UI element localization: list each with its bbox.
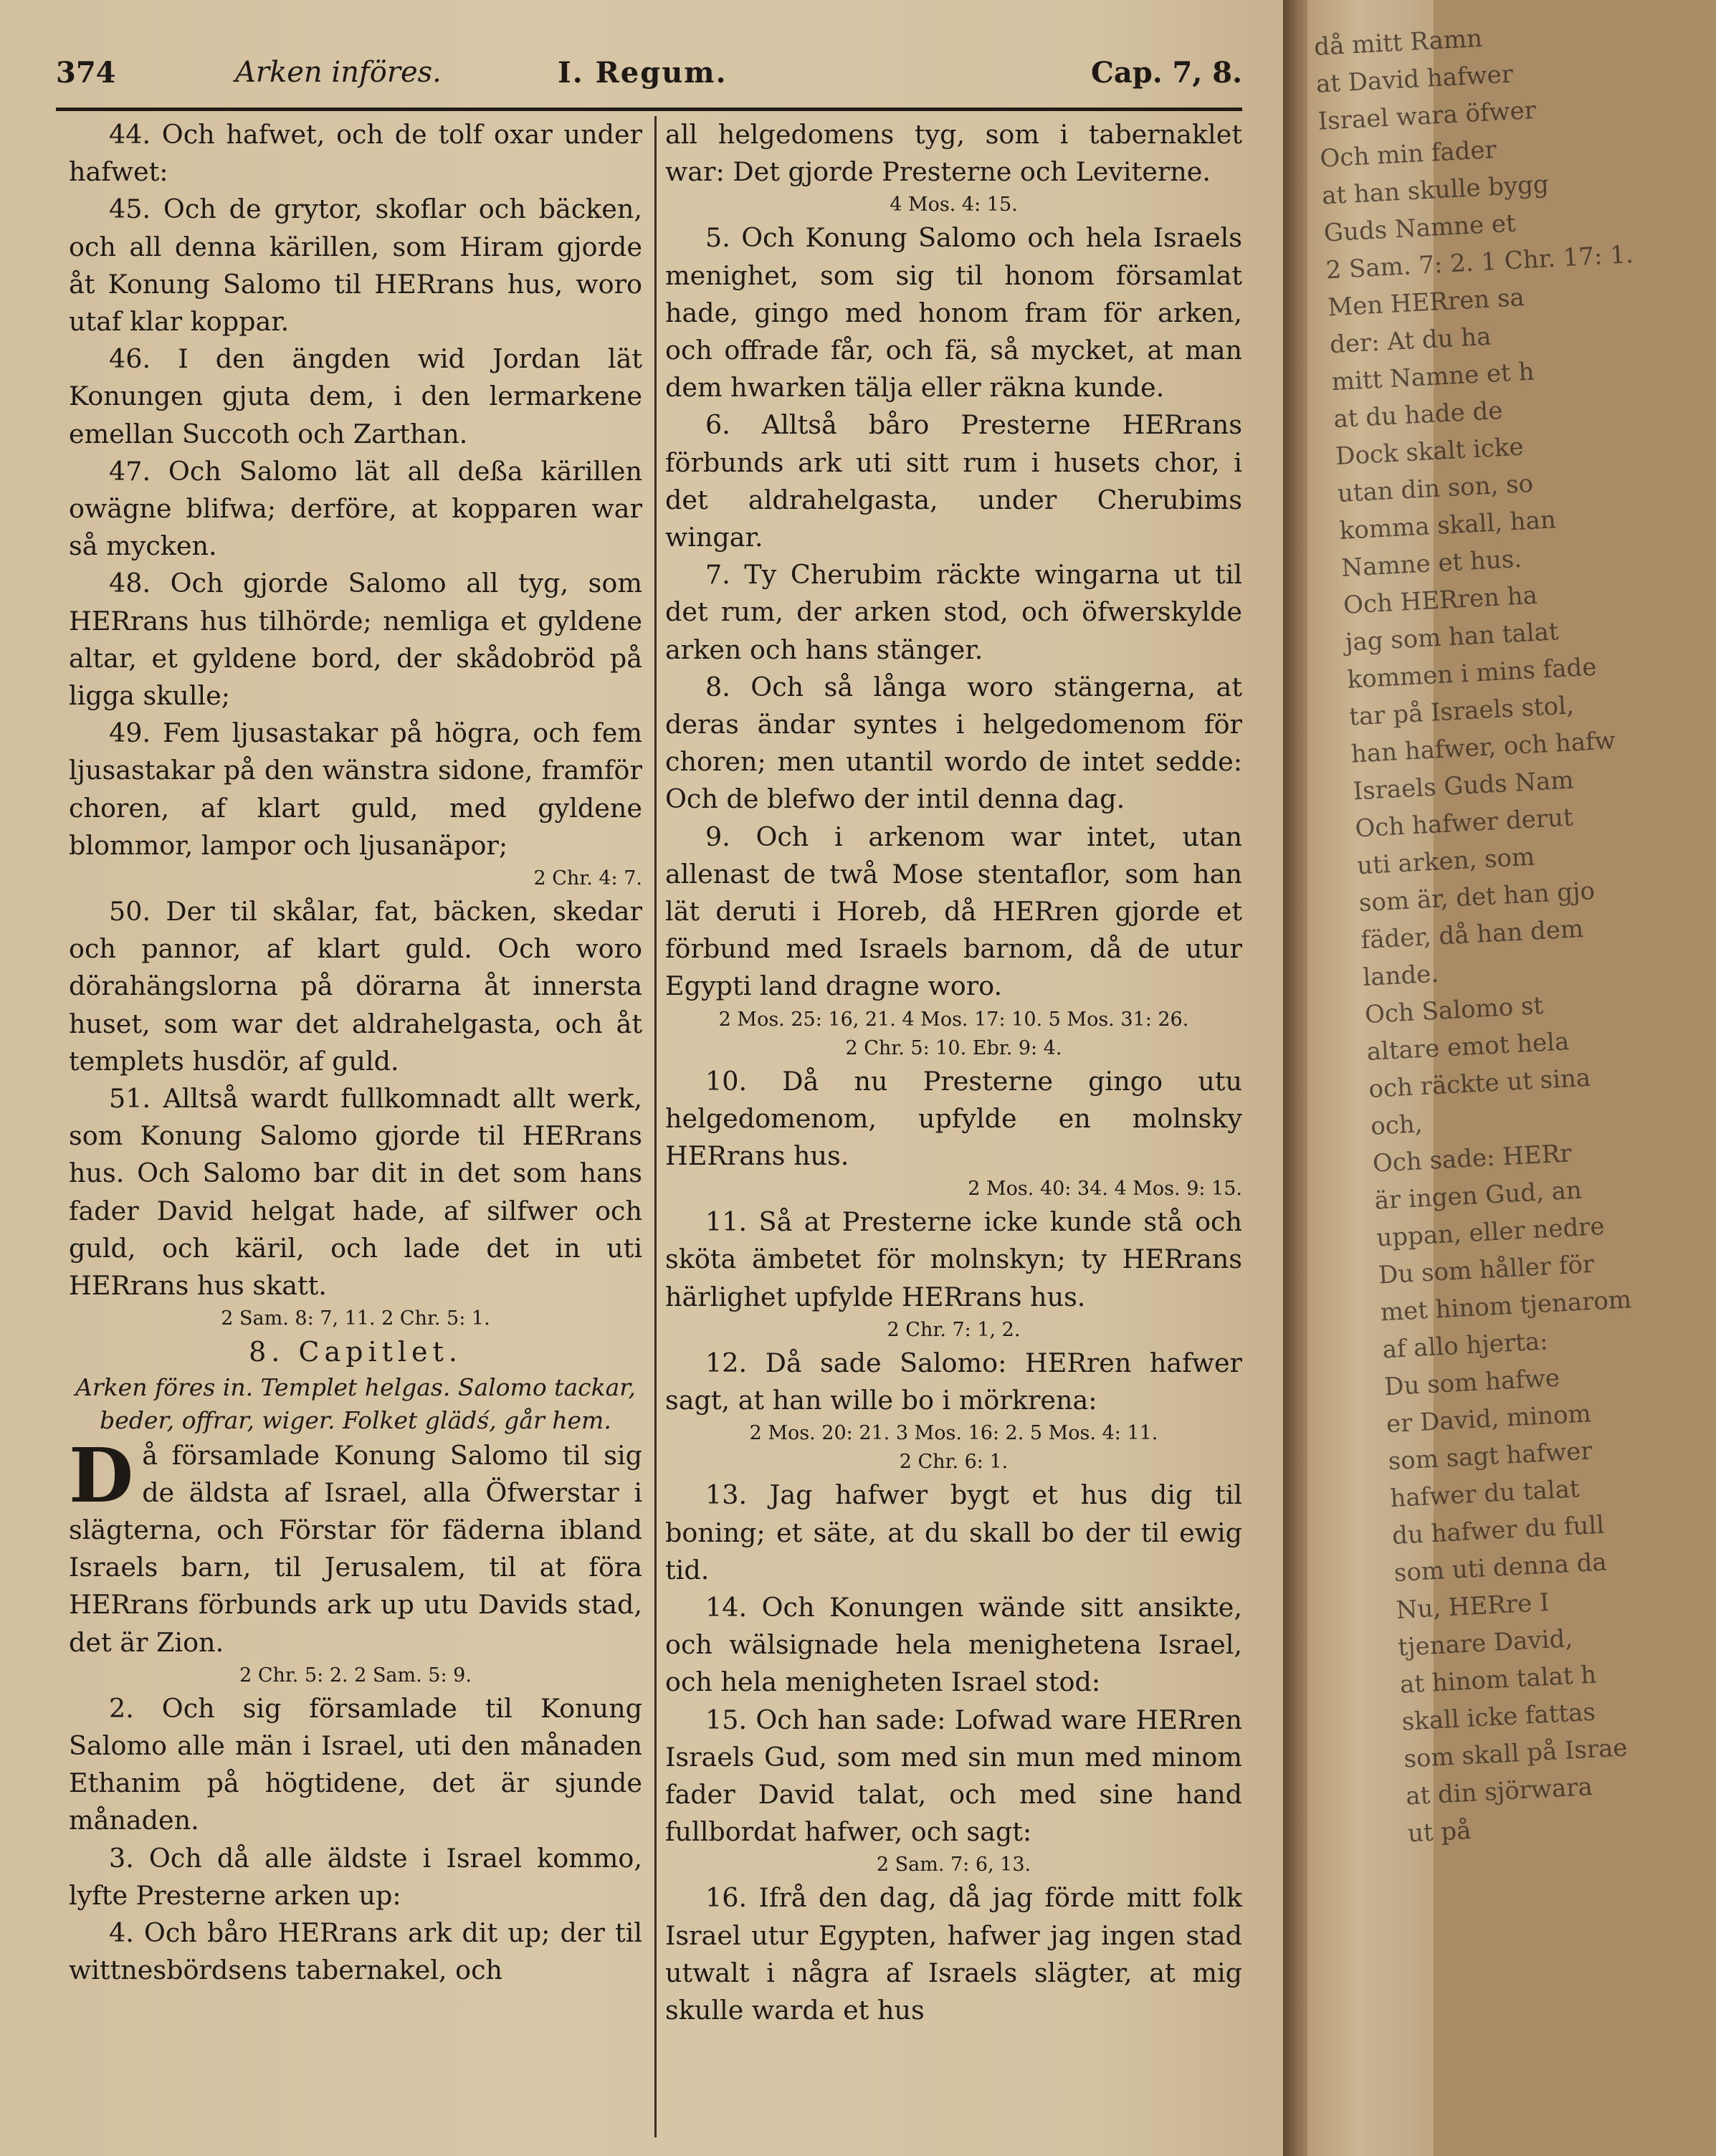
opening-text: å församlade Konung Salomo til sig de äldsta af Israel, alla Öfwerstar i slägterna, och Förstar för fäderna ibland Israels barn, til Jerusalem, til at föra HERrans förbunds ark up utu Davids stad, det är Zion. <box>69 1439 642 1658</box>
facing-line: tjenare David, <box>1397 1624 1573 1662</box>
chapter-heading: 8. Capitlet. <box>249 1336 462 1368</box>
verse: 47. Och Salomo lät all deßa kärillen owägne blifwa; derföre, at kopparen war så mycken. <box>69 455 642 562</box>
facing-line: som sagt hafwer <box>1387 1436 1593 1477</box>
facing-line: der: At du ha <box>1329 322 1492 360</box>
verse: 6. Alltså båro Presterne HERrans förbunds ark uti sitt rum i husets chor, i det aldrahelgasta, under Cherubims wingar. <box>665 409 1242 553</box>
verse: 8. Och så långa woro stängerna, at deras ändar syntes i helgedomenom för choren; men utantil wordo de intet sedde: Och de blefwo der intil denna dag. <box>665 671 1242 815</box>
verse: 5. Och Konung Salomo och hela Israels menighet, som sig til honom församlat hade, gingo med honom fram för arken, och offrade får, och fä, så mycket, at man dem hwarken tälja eller räkna kunde. <box>665 222 1242 404</box>
verse: 12. Då sade Salomo: HERren hafwer sagt, at han wille bo i mörkrena: <box>665 1347 1242 1416</box>
cross-reference: 2 Sam. 7: 6, 13. <box>876 1854 1031 1876</box>
facing-line: Namne et hus. <box>1340 544 1522 583</box>
facing-line: at din sjörwara <box>1405 1772 1593 1811</box>
chapter-summary: Arken föres in. Templet helgas. Salomo tackar, beder, offrar, wiger. Folket glädś, går hem. <box>75 1373 636 1434</box>
facing-line: Och HERren ha <box>1343 581 1538 620</box>
facing-line: är ingen Gud, an <box>1373 1175 1583 1216</box>
facing-page <box>1307 0 1634 2156</box>
verse: 2. Och sig församlade til Konung Salomo alle män i Israel, uti den månaden Ethanim på högtidene, det är sjunde månaden. <box>69 1692 642 1836</box>
verse: 10. Då nu Presterne gingo utu helgedomenom, upfylde en molnsky HERrans hus. <box>665 1065 1242 1172</box>
facing-line: som uti denna da <box>1393 1547 1608 1588</box>
right-column <box>665 116 1242 2137</box>
facing-line: och räckte ut sina <box>1368 1063 1592 1104</box>
verse: 11. Så at Presterne icke kunde stå och sköta ämbetet för molnskyn; ty HERrans härlighet upfylde HERrans hus. <box>665 1206 1242 1312</box>
running-title: Arken införes. <box>235 56 442 89</box>
facing-line: 2 Sam. 7: 2. 1 Chr. 17: 1. <box>1325 240 1634 285</box>
facing-line: han hafwer, och hafw <box>1350 726 1616 769</box>
facing-line: hafwer du talat <box>1389 1474 1581 1514</box>
verse: 48. Och gjorde Salomo all tyg, som HERrans hus tilhörde; nemliga et gyldene altar, et gyldene bord, der skådobröd på ligga skulle; <box>69 568 642 712</box>
verse: 16. Ifrå den dag, då jag förde mitt folk Israel utur Egypten, hafwer jag ingen stad utwalt i några af Israels slägter, at mig skulle warda et hus <box>665 1882 1242 2026</box>
verse: 45. Och de grytor, skoflar och bäcken, och all denna kärillen, som Hiram gjorde åt Konung Salomo til HERrans hus, woro utaf klar koppar. <box>69 194 642 338</box>
book-title: I. Regum. <box>558 56 728 90</box>
verse: 14. Och Konungen wände sitt ansikte, och wälsignade hela menighetena Israel, och hela menigheten Israel stod: <box>665 1591 1242 1698</box>
cross-reference: 2 Mos. 20: 21. 3 Mos. 16: 2. 5 Mos. 4: 11. <box>749 1422 1158 1445</box>
facing-line: Men HERren sa <box>1327 283 1525 323</box>
chapter-reference: Cap. 7, 8. <box>1090 56 1242 90</box>
facing-line: komma skall, han <box>1338 505 1557 546</box>
facing-line: utan din son, so <box>1336 469 1534 509</box>
facing-line: Guds Namne et <box>1322 209 1517 248</box>
cross-reference: 2 Chr. 4: 7. <box>533 867 642 890</box>
facing-line: at hinom talat h <box>1399 1660 1598 1699</box>
facing-line: jag som han talat <box>1344 617 1560 657</box>
facing-line: kommen i mins fade <box>1346 652 1598 695</box>
page-number: 374 <box>56 56 116 90</box>
facing-line: Och min fader <box>1319 135 1497 173</box>
facing-line: Och hafwer derut <box>1354 803 1574 844</box>
facing-line: af allo hjerta: <box>1381 1327 1549 1365</box>
verse: 15. Och han sade: Lofwad ware HERren Israels Gud, som med sin mun med minom fader David talat, och med sine hand fullbordat hafwer, och sagt: <box>665 1704 1242 1848</box>
facing-line: Nu, HERre I <box>1395 1588 1550 1625</box>
facing-line: Dock skalt icke <box>1335 432 1525 472</box>
verse: 50. Der til skålar, fat, bäcken, skedar och pannor, af klart guld. Och woro dörahängslorna på dörarna åt innersta huset, som war det aldrahelgasta, och åt templets husdör, af guld. <box>69 896 642 1077</box>
drop-cap: D <box>69 1431 134 1520</box>
facing-line: och, <box>1370 1110 1424 1141</box>
facing-line: met hinom tjenarom <box>1379 1285 1632 1327</box>
header-rule <box>56 108 1242 111</box>
cross-reference: 2 Mos. 25: 16, 21. 4 Mos. 17: 10. 5 Mos. 31: 26. <box>718 1008 1189 1031</box>
verse: 7. Ty Cherubim räckte wingarna ut til det rum, der arken stod, och öfwerskylde arken och hans stänger. <box>665 559 1242 665</box>
facing-line: Israels Guds Nam <box>1352 765 1575 806</box>
book-gutter <box>1283 0 1307 2156</box>
facing-line: fäder, då han dem <box>1360 915 1585 955</box>
opening-verse <box>69 1431 642 1661</box>
verse: 44. Och hafwet, och de tolf oxar under hafwet: <box>69 119 642 188</box>
facing-line: er David, minom <box>1386 1399 1592 1439</box>
facing-line: lande. <box>1362 959 1440 993</box>
verse: all helgedomens tyg, som i tabernaklet war: Det gjorde Presterne och Leviterne. <box>665 119 1242 188</box>
facing-line: uppan, eller nedre <box>1376 1212 1606 1253</box>
facing-line: Du som håller för <box>1378 1249 1596 1290</box>
running-header <box>56 56 1242 106</box>
facing-line: som skall på Israe <box>1403 1733 1629 1774</box>
column-divider <box>654 116 657 2137</box>
verse: 4. Och båro HERrans ark dit up; der til wittnesbördsens tabernakel, och <box>69 1917 642 1986</box>
cross-reference: 4 Mos. 4: 15. <box>890 194 1018 216</box>
cross-reference: 2 Mos. 40: 34. 4 Mos. 9: 15. <box>968 1178 1242 1201</box>
facing-line: Och Salomo st <box>1364 991 1544 1030</box>
facing-line: du hafwer du full <box>1391 1510 1606 1551</box>
facing-page-text <box>1313 22 1634 1852</box>
verse: 3. Och då alle äldste i Israel kommo, lyfte Presterne arken up: <box>69 1842 642 1911</box>
verse: 46. I den ängden wid Jordan lät Konungen gjuta dem, i den lermarkene emellan Succoth och Zarthan. <box>69 343 642 449</box>
facing-line: altare emot hela <box>1365 1027 1570 1067</box>
facing-line: mitt Namne et h <box>1330 357 1535 397</box>
facing-line: Och sade: HERr <box>1371 1139 1573 1178</box>
verse: 51. Alltså wardt fullkomnadt allt werk, som Konung Salomo gjorde til HERrans hus. Och Salomo bar dit in det som hans fader David helgat hade, af silfwer och guld, och käril, och lade det in uti HERrans hus skatt. <box>69 1083 642 1302</box>
left-column <box>69 116 642 2137</box>
cross-reference: 2 Sam. 8: 7, 11. 2 Chr. 5: 1. <box>221 1307 490 1330</box>
facing-line: at han skulle bygg <box>1321 170 1550 211</box>
verse: 9. Och i arkenom war intet, utan allenast de twå Mose stentaflor, som han lät deruti i Horeb, då HERren gjorde et förbund med Israels barnom, då de utur Egypti land dragne woro. <box>665 821 1242 1002</box>
cross-reference: 2 Chr. 6: 1. <box>899 1451 1009 1474</box>
facing-line: som är, det han gjo <box>1358 877 1596 918</box>
facing-line: at du hade de <box>1333 396 1504 434</box>
facing-line: Israel wara öfwer <box>1317 95 1537 136</box>
cross-reference: 2 Chr. 5: 10. Ebr. 9: 4. <box>845 1036 1062 1059</box>
facing-line: då mitt Ramn <box>1313 24 1483 62</box>
verse: 13. Jag hafwer bygt et hus dig til boning; et säte, at du skall bo der til ewig tid. <box>665 1479 1242 1585</box>
cross-reference: 2 Chr. 5: 2. 2 Sam. 5: 9. <box>239 1664 472 1687</box>
facing-line: tar på Israels stol, <box>1348 691 1575 732</box>
facing-line: at David hafwer <box>1315 59 1514 99</box>
cross-reference: 2 Chr. 7: 1, 2. <box>887 1318 1021 1341</box>
facing-line: Du som hafwe <box>1383 1363 1560 1402</box>
verse: 49. Fem ljusastakar på högra, och fem ljusastakar på den wänstra sidone, framför choren, af klart guld, med gyldene blommor, lampor och ljusanäpor; <box>69 717 642 861</box>
facing-line: ut på <box>1406 1816 1472 1849</box>
facing-line: uti arken, som <box>1356 842 1536 881</box>
facing-line: skall icke fattas <box>1401 1697 1596 1737</box>
